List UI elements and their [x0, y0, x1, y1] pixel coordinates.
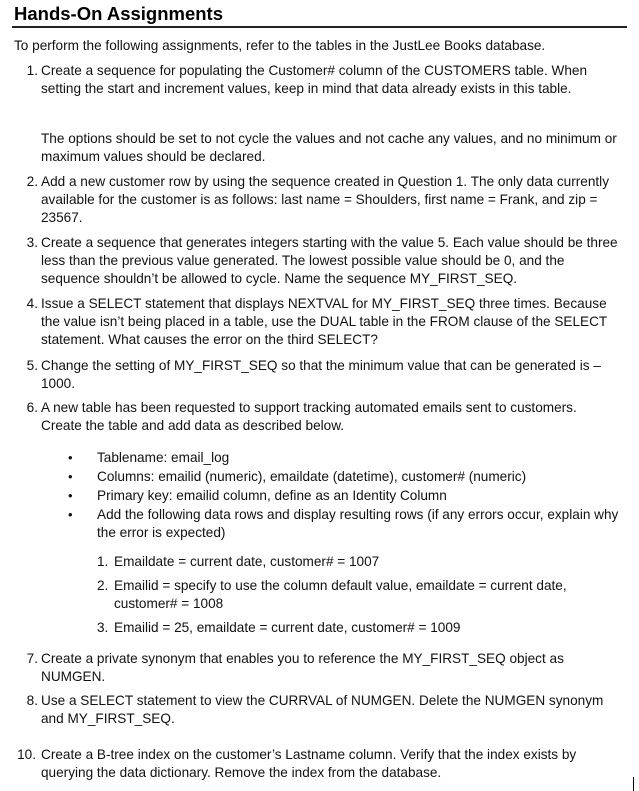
subitem: Emailid = 25, emaildate = current date, customer# = 1009 — [114, 620, 461, 635]
subitem-number: 1. — [97, 554, 109, 569]
intro-paragraph: To perform the following assignments, refer to the tables in the JustLee Books database. — [14, 38, 546, 53]
assignment-item: Add a new customer row by using the sequence created in Question 1. The only data currently available for the customer is as follows: last name = Shoulders, first name = Frank, and zip = 23567. — [41, 174, 609, 225]
subitem: Emailid = specify to use the column default value, emaildate = current date, customer# = 1008 — [114, 578, 567, 611]
item-number: 5. — [26, 358, 38, 373]
item-number: 3. — [26, 235, 38, 250]
assignment-item: A new table has been requested to support tracking automated emails sent to customers. Create the table and add data as described below. — [41, 400, 577, 433]
item-number: 10. — [17, 747, 36, 762]
assignment-item: Use a SELECT statement to view the CURRVAL of NUMGEN. Delete the NUMGEN synonym and MY_FIRST_SEQ. — [41, 693, 604, 726]
item-number: 4. — [26, 296, 38, 311]
bullet-item: Add the following data rows and display resulting rows (if any errors occur, explain why the error is expected) — [97, 507, 619, 540]
assignment-item: Create a B-tree index on the customer’s Lastname column. Verify that the index exists by querying the data dictionary. Remove the index from the database. — [41, 747, 577, 780]
item-number: 2. — [26, 174, 38, 189]
assignment-item: Create a private synonym that enables you to reference the MY_FIRST_SEQ object as NUMGEN. — [41, 651, 564, 684]
assignment-item: Change the setting of MY_FIRST_SEQ so that the minimum value that can be generated is –1000. — [41, 358, 601, 391]
item-number: 6. — [26, 400, 38, 415]
text-cursor — [633, 777, 634, 791]
bullet-dot: • — [68, 469, 73, 484]
bullet-dot: • — [68, 450, 73, 465]
assignment-item-note: The options should be set to not cycle the values and not cache any values, and no minimum or maximum values should be declared. — [41, 131, 617, 164]
assignment-item: Create a sequence that generates integers starting with the value 5. Each value should be three less than the previous value generated. The lowest possible value should be 0, and the sequence shouldn’t be allowed to cycle. Name the sequence MY_FIRST_SEQ. — [41, 235, 618, 286]
bullet-item: Columns: emailid (numeric), emaildate (datetime), customer# (numeric) — [97, 469, 527, 484]
assignment-item: Issue a SELECT statement that displays NEXTVAL for MY_FIRST_SEQ three times. Because the value isn’t being placed in a table, use the DUAL table in the FROM clause of the SELECT statement. What causes the error on the third SELECT? — [41, 296, 607, 347]
title-divider — [12, 26, 627, 28]
subitem-number: 2. — [97, 578, 109, 593]
bullet-dot: • — [68, 488, 73, 503]
bullet-item: Tablename: email_log — [97, 450, 230, 465]
subitem: Emaildate = current date, customer# = 1007 — [114, 554, 380, 569]
item-number: 1. — [26, 63, 38, 78]
assignment-item: Create a sequence for populating the Customer# column of the CUSTOMERS table. When setting the start and increment values, keep in mind that data already exists in this table. — [41, 63, 588, 96]
page-title: Hands-On Assignments — [14, 3, 224, 24]
bullet-dot: • — [68, 507, 73, 522]
bullet-item: Primary key: emailid column, define as an Identity Column — [97, 488, 447, 503]
item-number: 8. — [26, 693, 38, 708]
item-number: 7. — [26, 651, 38, 666]
subitem-number: 3. — [97, 620, 109, 635]
